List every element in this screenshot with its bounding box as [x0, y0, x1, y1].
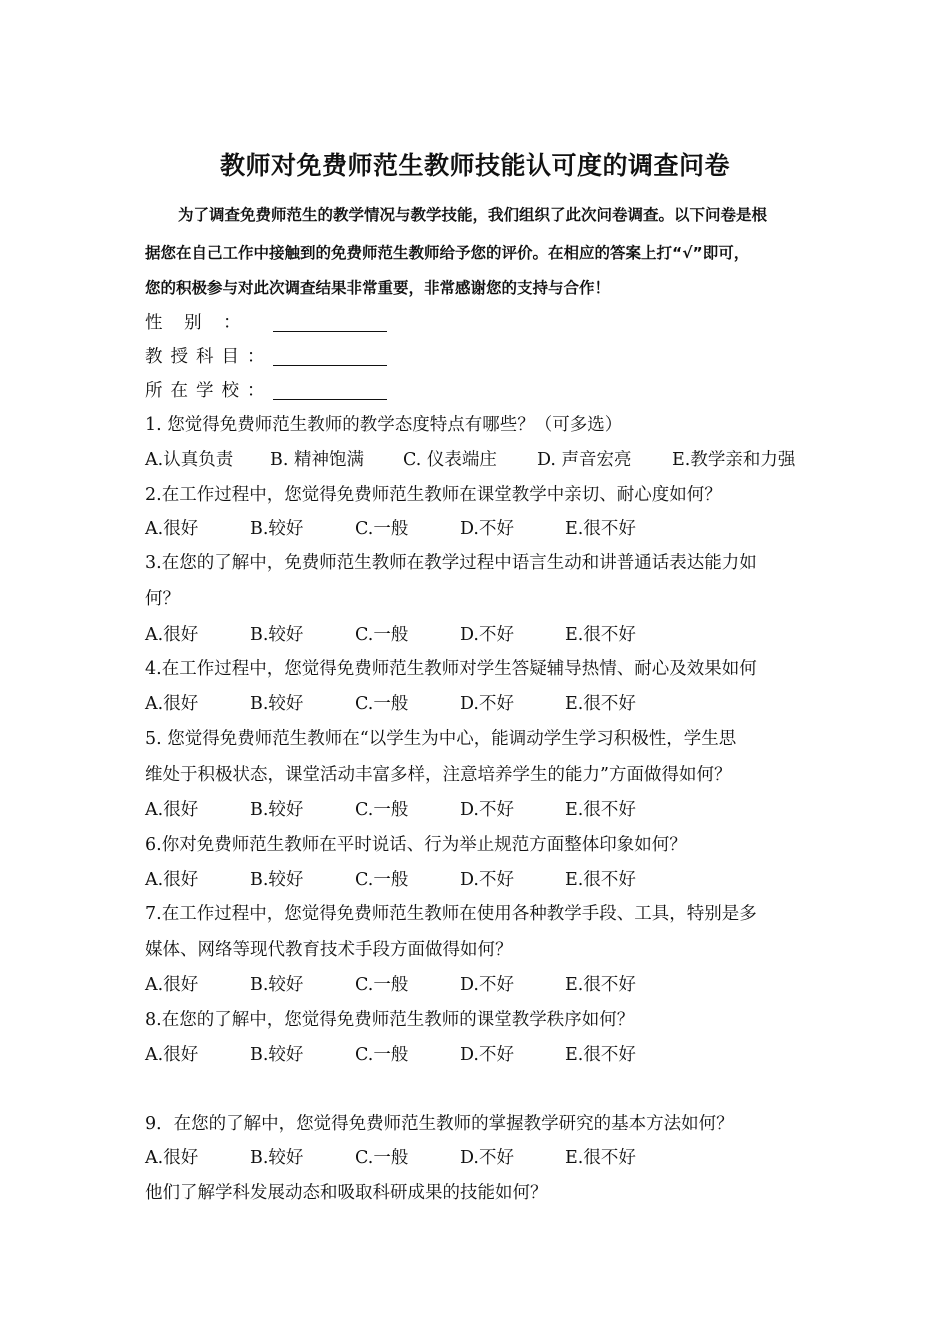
info-field-blank[interactable]	[273, 313, 387, 332]
answer-option[interactable]: C.一般	[355, 800, 409, 820]
answer-option[interactable]: D.不好	[460, 625, 514, 645]
answer-option[interactable]: B. 精神饱满	[270, 450, 364, 470]
answer-option[interactable]: B.较好	[250, 519, 304, 539]
question-text: 5. 您觉得免费师范生教师在“以学生为中心，能调动学生学习积极性，学生思	[145, 729, 737, 749]
question-text: 8.在您的了解中，您觉得免费师范生教师的课堂教学秩序如何？	[145, 1010, 635, 1030]
answer-option[interactable]: E.教学亲和力强	[672, 450, 796, 470]
answer-option[interactable]: B.较好	[250, 1045, 304, 1065]
answer-option[interactable]: C.一般	[355, 625, 409, 645]
answer-option[interactable]: D.不好	[460, 1148, 514, 1168]
question-text: 4.在工作过程中，您觉得免费师范生教师对学生答疑辅导热情、耐心及效果如何	[145, 659, 757, 679]
info-field-label: 性 别 ：	[145, 313, 249, 333]
answer-option[interactable]: D.不好	[460, 870, 514, 890]
answer-option[interactable]: D.不好	[460, 800, 514, 820]
answer-option[interactable]: A.很好	[145, 519, 199, 539]
question-text: 3.在您的了解中，免费师范生教师在教学过程中语言生动和讲普通话表达能力如	[145, 553, 757, 573]
answer-option[interactable]: E.很不好	[565, 975, 636, 995]
answer-option[interactable]: E.很不好	[565, 519, 636, 539]
answer-option[interactable]: A.很好	[145, 625, 199, 645]
question-text: 媒体、网络等现代教育技术手段方面做得如何？	[145, 940, 513, 960]
answer-option[interactable]: C.一般	[355, 519, 409, 539]
answer-option[interactable]: A.认真负责	[145, 450, 234, 470]
info-field-row	[145, 377, 815, 402]
answer-option[interactable]: C.一般	[355, 1148, 409, 1168]
answer-option[interactable]: D.不好	[460, 1045, 514, 1065]
answer-option[interactable]: B.较好	[250, 800, 304, 820]
answer-option[interactable]: A.很好	[145, 800, 199, 820]
answer-option[interactable]: C.一般	[355, 870, 409, 890]
answer-option[interactable]: A.很好	[145, 1148, 199, 1168]
info-field-blank[interactable]	[273, 381, 387, 400]
answer-option[interactable]: A.很好	[145, 975, 199, 995]
question-text: 7.在工作过程中，您觉得免费师范生教师在使用各种教学手段、工具，特别是多	[145, 904, 757, 924]
question-text: 1. 您觉得免费师范生教师的教学态度特点有哪些？（可多选）	[145, 415, 623, 435]
question-text: 何？	[145, 589, 180, 609]
answer-option[interactable]: D.不好	[460, 975, 514, 995]
question-text: 维处于积极状态，课堂活动丰富多样，注意培养学生的能力”方面做得如何？	[145, 765, 732, 785]
intro-line: 您的积极参与对此次调查结果非常重要，非常感谢您的支持与合作！	[145, 279, 611, 297]
answer-option[interactable]: A.很好	[145, 1045, 199, 1065]
answer-option[interactable]: A.很好	[145, 870, 199, 890]
intro-line: 为了调查免费师范生的教学情况与教学技能，我们组织了此次问卷调查。以下问卷是根	[178, 206, 768, 224]
answer-option[interactable]: C. 仪表端庄	[403, 450, 497, 470]
answer-option[interactable]: E.很不好	[565, 625, 636, 645]
info-field-row	[145, 309, 815, 334]
answer-option[interactable]: D.不好	[460, 694, 514, 714]
intro-line: 据您在自己工作中接触到的免费师范生教师给予您的评价。在相应的答案上打“√”即可，	[145, 244, 750, 262]
answer-option[interactable]: B.较好	[250, 625, 304, 645]
answer-option[interactable]: B.较好	[250, 1148, 304, 1168]
answer-option[interactable]: E.很不好	[565, 800, 636, 820]
answer-option[interactable]: D. 声音宏亮	[537, 450, 632, 470]
answer-option[interactable]: C.一般	[355, 975, 409, 995]
answer-option[interactable]: D.不好	[460, 519, 514, 539]
info-field-label: 所在学校：	[145, 381, 273, 401]
answer-option[interactable]: E.很不好	[565, 1045, 636, 1065]
answer-option[interactable]: C.一般	[355, 694, 409, 714]
answer-option[interactable]: C.一般	[355, 1045, 409, 1065]
answer-option[interactable]: B.较好	[250, 870, 304, 890]
info-field-label: 教授科目：	[145, 347, 273, 367]
question-text: 2.在工作过程中，您觉得免费师范生教师在课堂教学中亲切、耐心度如何？	[145, 485, 722, 505]
question-text: 9．在您的了解中，您觉得免费师范生教师的掌握教学研究的基本方法如何？	[145, 1114, 734, 1134]
answer-option[interactable]: B.较好	[250, 975, 304, 995]
page-title: 教师对免费师范生教师技能认可度的调查问卷	[219, 151, 730, 180]
question-text: 6.你对免费师范生教师在平时说话、行为举止规范方面整体印象如何？	[145, 835, 687, 855]
answer-option[interactable]: A.很好	[145, 694, 199, 714]
answer-option[interactable]: B.较好	[250, 694, 304, 714]
answer-option[interactable]: E.很不好	[565, 870, 636, 890]
info-field-row	[145, 343, 815, 368]
question-text: 他们了解学科发展动态和吸取科研成果的技能如何？	[145, 1183, 548, 1203]
info-field-blank[interactable]	[273, 347, 387, 366]
answer-option[interactable]: E.很不好	[565, 1148, 636, 1168]
answer-option[interactable]: E.很不好	[565, 694, 636, 714]
